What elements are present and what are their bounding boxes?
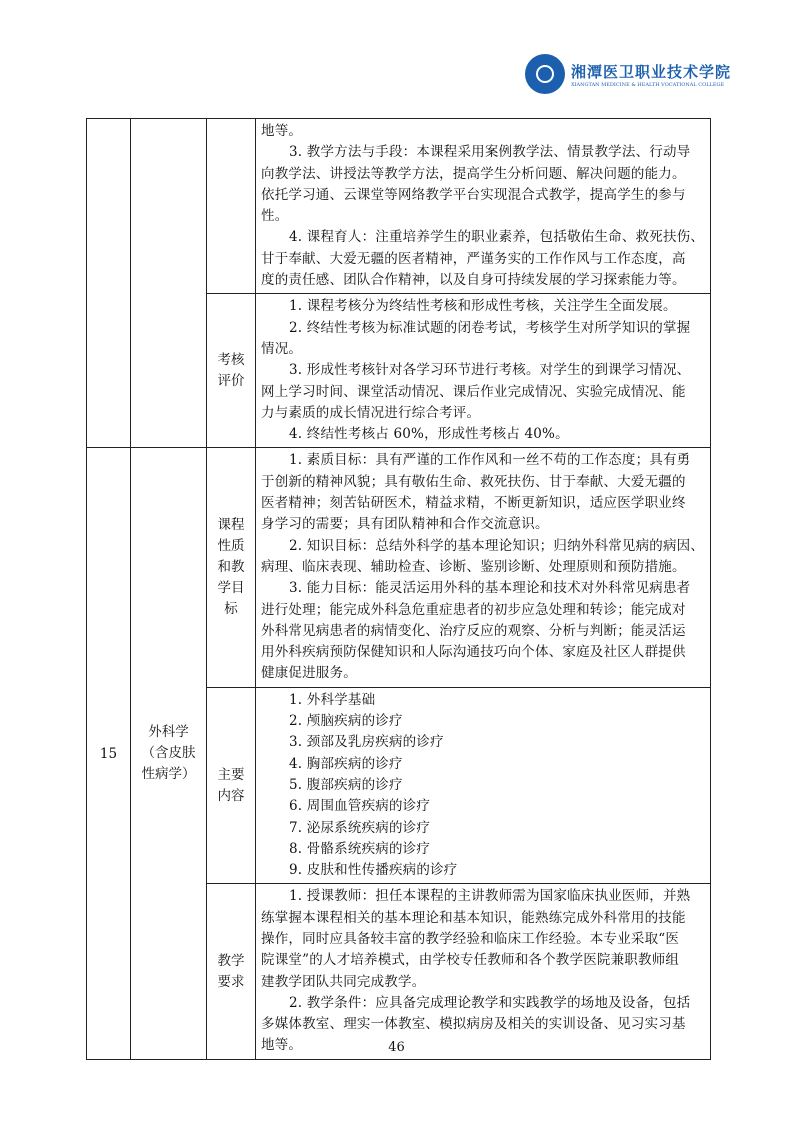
college-seal-icon <box>525 54 565 94</box>
content-line: 进行处理；能完成外科急危重症患者的初步应急处理和转诊；能完成对 <box>261 601 686 618</box>
content-line: 8. 骨骼系统疾病的诊疗 <box>289 840 431 857</box>
course-number <box>87 119 131 448</box>
content-line: 1. 素质目标：具有严谨的工作作风和一丝不苟的工作态度；具有勇 <box>289 452 691 469</box>
content-line: 于创新的精神风貌；具有敬佑生命、救死扶伤、甘于奉献、大爱无疆的 <box>261 473 686 490</box>
content-line: 1. 课程考核分为终结性考核和形成性考核，关注学生全面发展。 <box>289 298 677 315</box>
section-label <box>207 119 256 294</box>
content-line: 操作，同时应具备较丰富的教学经验和临床工作经验。本专业采取“医 <box>261 930 680 947</box>
content-line: 2. 教学条件：应具备完成理论教学和实践教学的场地及设备，包括 <box>289 994 691 1011</box>
content-line: 练掌握本课程相关的基本理论和基本知识，能熟练完成外科常用的技能 <box>261 909 686 926</box>
course-name-line: 外科学 <box>148 724 189 741</box>
content-line: 网上学习时间、课堂活动情况、课后作业完成情况、实验完成情况、能 <box>261 383 686 400</box>
content-line: 2. 知识目标：总结外科学的基本理论知识；归纳外科常见病的病因、 <box>289 537 705 554</box>
content-line: 力与素质的成长情况进行综合考评。 <box>261 404 481 421</box>
section-label-line: 和教 <box>217 559 245 576</box>
content-line: 2. 颅脑疾病的诊疗 <box>289 713 403 730</box>
section-content <box>256 119 711 294</box>
content-line: 用外科疾病预防保健知识和人际沟通技巧向个体、家庭及社区人群提供 <box>261 644 686 661</box>
section-content <box>256 884 711 1059</box>
section-label-line: 标 <box>224 601 238 618</box>
course-number: 15 <box>87 448 131 1059</box>
content-line: 多媒体教室、理实一体教室、模拟病房及相关的实训设备、见习实习基 <box>261 1016 686 1033</box>
page-number: 46 <box>388 1040 405 1055</box>
content-line: 地等。 <box>261 123 303 139</box>
section-label-line: 考核 <box>217 351 245 368</box>
section-content <box>256 687 711 884</box>
logo-name-cn: 湘潭医卫职业技术学院 <box>571 62 732 81</box>
content-line: 1. 外科学基础 <box>289 691 376 708</box>
section-label <box>207 294 256 448</box>
content-line: 向教学法、讲授法等教学方法，提高学生分析问题、解决问题的能力。 <box>261 165 686 182</box>
table-row <box>87 119 711 294</box>
content-line: 4. 终结性考核占 60%，形成性考核占 40%。 <box>289 426 569 443</box>
college-logo <box>525 54 731 94</box>
content-line: 建教学团队共同完成教学。 <box>261 973 426 990</box>
curriculum-table <box>86 118 711 1060</box>
content-line: 情况。 <box>261 340 303 357</box>
section-label <box>207 687 256 884</box>
content-line: 身学习的需要；具有团队精神和合作交流意识。 <box>261 516 549 533</box>
table-row <box>87 448 711 687</box>
content-line: 病理、临床表现、辅助检查、诊断、鉴别诊断、处理原则和预防措施。 <box>261 558 686 575</box>
content-line: 3. 教学方法与手段：本课程采用案例教学法、情景教学法、行动导 <box>289 144 691 161</box>
content-line: 健康促进服务。 <box>261 665 357 682</box>
content-line: 医者精神；刻苦钻研医术，精益求精，不断更新知识，适应医学职业终 <box>261 495 686 512</box>
section-label-line: 学目 <box>217 580 245 597</box>
content-line: 甘于奉献、大爱无疆的医者精神，严谨务实的工作作风与工作态度，高 <box>261 250 686 267</box>
section-label-line: 评价 <box>217 372 245 389</box>
content-line: 度的责任感、团队合作精神，以及自身可持续发展的学习探索能力等。 <box>261 272 686 289</box>
course-name <box>131 448 207 1059</box>
section-label-line: 性质 <box>217 538 245 555</box>
content-line: 地等。 <box>261 1037 303 1054</box>
content-line: 依托学习通、云课堂等网络教学平台实现混合式教学，提高学生的参与 <box>261 186 686 203</box>
logo-name-en: XIANGTAN MEDICINE & HEALTH VOCATIONAL COLLEGE <box>571 81 725 88</box>
content-line: 院课堂”的人才培养模式，由学校专任教师和各个教学医院兼职教师组 <box>261 952 680 969</box>
content-line: 3. 能力目标：能灵活运用外科的基本理论和技术对外科常见病患者 <box>289 580 691 597</box>
content-line: 3. 形成性考核针对各学习环节进行考核。对学生的到课学习情况、 <box>289 362 691 379</box>
section-label-line: 内容 <box>217 787 245 804</box>
section-label-line: 主要 <box>217 766 245 783</box>
course-name-line: 性病学） <box>141 766 196 783</box>
section-label-line: 要求 <box>217 973 245 990</box>
section-label <box>207 884 256 1059</box>
section-label-line: 课程 <box>217 517 245 534</box>
section-content <box>256 294 711 448</box>
course-name <box>131 119 207 448</box>
section-label-line: 教学 <box>217 952 245 969</box>
section-label <box>207 448 256 687</box>
content-line: 外科常见病患者的病情变化、治疗反应的观察、分析与判断；能灵活运 <box>261 622 686 639</box>
content-line: 7. 泌尿系统疾病的诊疗 <box>289 819 431 836</box>
content-line: 3. 颈部及乳房疾病的诊疗 <box>289 734 444 751</box>
content-line: 1. 授课教师：担任本课程的主讲教师需为国家临床执业医师，并熟 <box>289 888 691 905</box>
content-line: 5. 腹部疾病的诊疗 <box>289 776 403 793</box>
content-line: 性。 <box>261 208 289 225</box>
content-line: 6. 周围血管疾病的诊疗 <box>289 798 431 815</box>
content-line: 4. 课程育人：注重培养学生的职业素养，包括敬佑生命、救死扶伤、 <box>289 229 705 246</box>
course-name-line: （含皮肤 <box>141 745 196 762</box>
content-line: 2. 终结性考核为标准试题的闭卷考试，考核学生对所学知识的掌握 <box>289 319 691 336</box>
content-line: 9. 皮肤和性传播疾病的诊疗 <box>289 862 458 879</box>
content-line: 4. 胸部疾病的诊疗 <box>289 755 403 772</box>
section-content <box>256 448 711 687</box>
